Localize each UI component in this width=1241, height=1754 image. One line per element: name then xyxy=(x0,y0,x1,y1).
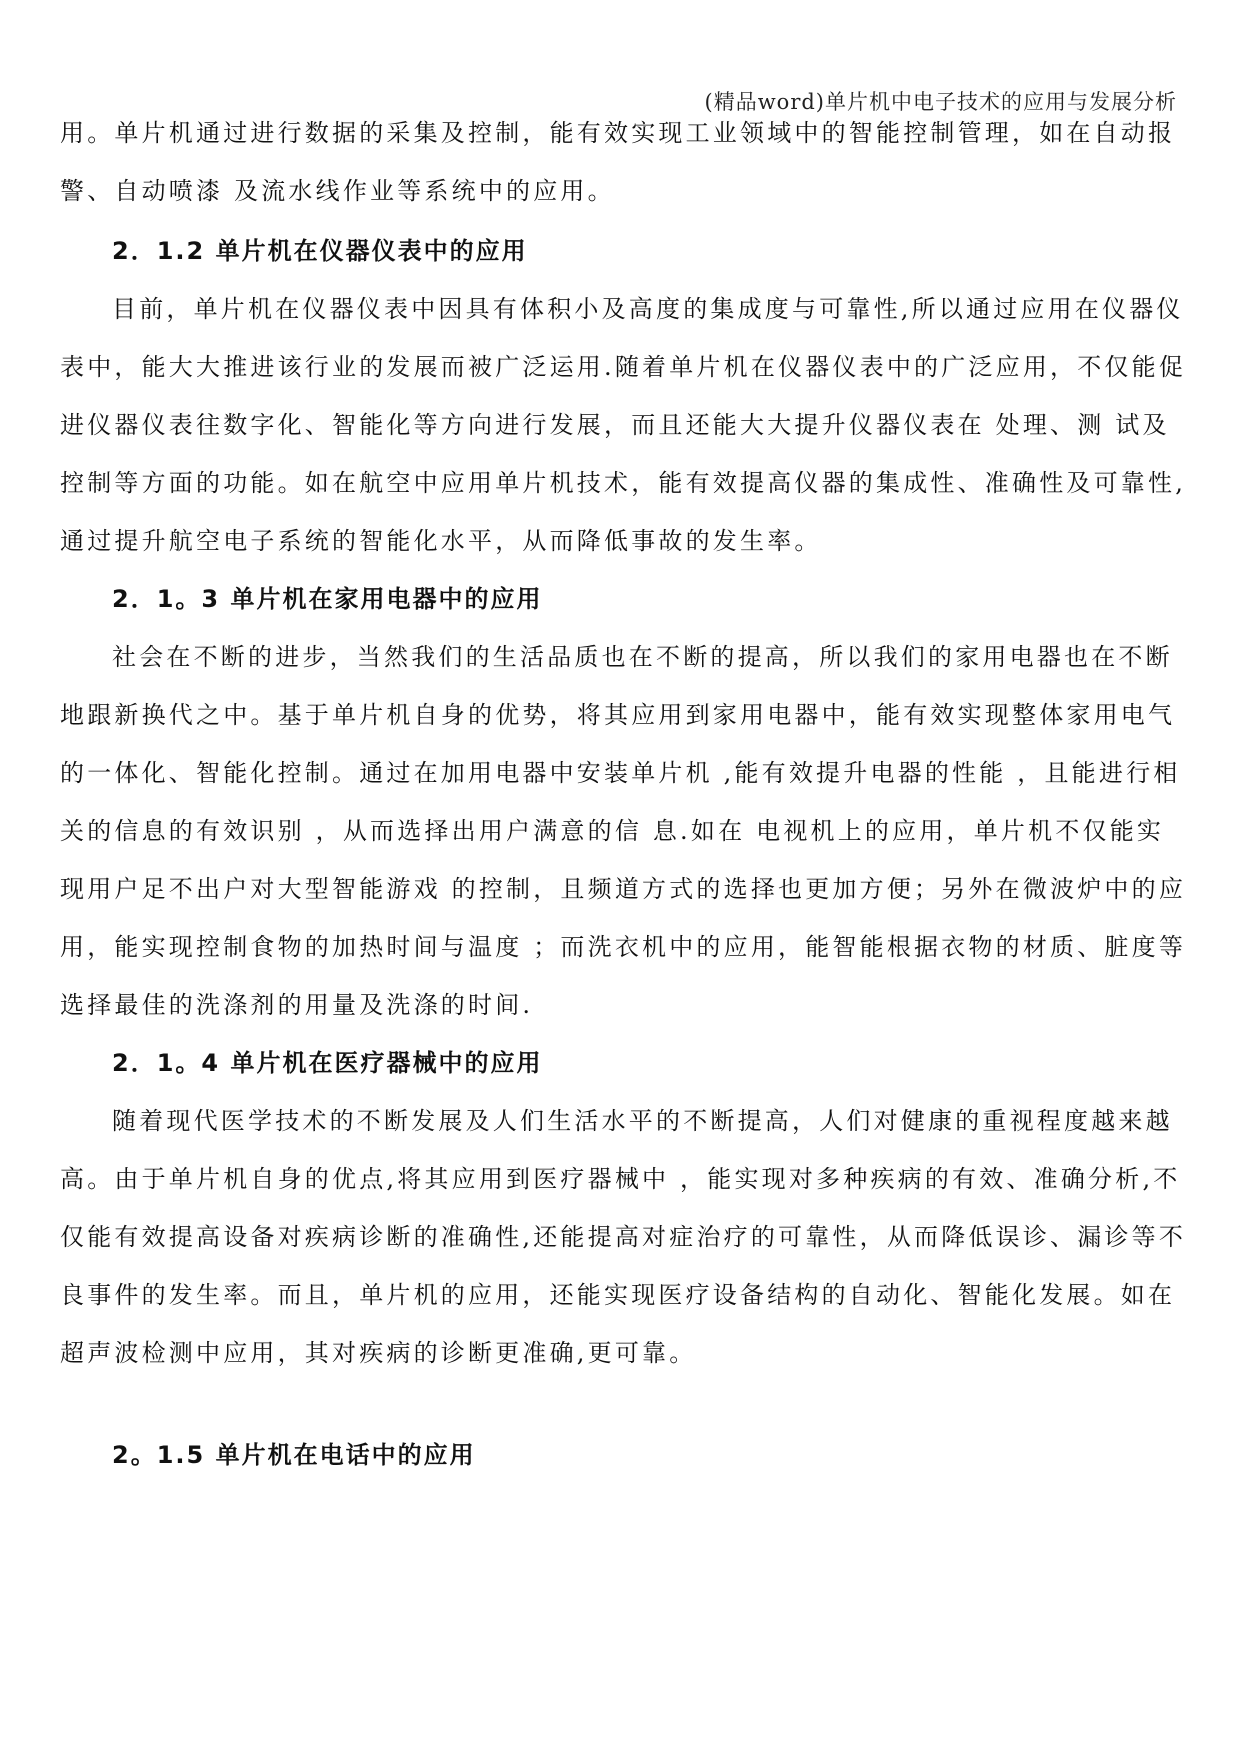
section-heading-2-1-4: 2．1。4 单片机在医疗器械中的应用 xyxy=(112,1049,543,1077)
body-line: 进仪器仪表往数字化、智能化等方向进行发展，而且还能大大提升仪器仪表在 处理、测 试及 xyxy=(60,411,1170,439)
body-line: 关的信息的有效识别 ，从而选择出用户满意的信 息.如在 电视机上的应用，单片机不仅能实 xyxy=(60,817,1165,845)
body-line: 表中，能大大推进该行业的发展而被广泛运用.随着单片机在仪器仪表中的广泛应用，不仅能促 xyxy=(60,353,1187,381)
body-line: 超声波检测中应用，其对疾病的诊断更准确,更可靠。 xyxy=(60,1339,697,1367)
body-line: 仅能有效提高设备对疾病诊断的准确性,还能提高对症治疗的可靠性，从而降低误诊、漏诊等不 xyxy=(60,1223,1187,1251)
body-line: 控制等方面的功能。如在航空中应用单片机技术，能有效提高仪器的集成性、准确性及可靠性, xyxy=(60,469,1187,497)
body-line: 选择最佳的洗涤剂的用量及洗涤的时间. xyxy=(60,991,534,1019)
body-line: 通过提升航空电子系统的智能化水平，从而降低事故的发生率。 xyxy=(60,527,822,555)
body-line: 社会在不断的进步，当然我们的生活品质也在不断的提高，所以我们的家用电器也在不断 xyxy=(112,643,1173,671)
body-line: 目前，单片机在仪器仪表中因具有体积小及高度的集成度与可靠性,所以通过应用在仪器仪 xyxy=(112,295,1184,323)
body-line: 用，能实现控制食物的加热时间与温度 ；而洗衣机中的应用，能智能根据衣物的材质、脏度等 xyxy=(60,933,1187,961)
section-heading-2-1-2: 2．1.2 单片机在仪器仪表中的应用 xyxy=(112,237,528,265)
body-line: 良事件的发生率。而且，单片机的应用，还能实现医疗设备结构的自动化、智能化发展。如在 xyxy=(60,1281,1176,1309)
body-line: 警、自动喷漆 及流水线作业等系统中的应用。 xyxy=(60,177,615,205)
section-heading-2-1-5: 2。1.5 单片机在电话中的应用 xyxy=(112,1441,476,1469)
page-header: (精品word)单片机中电子技术的应用与发展分析 xyxy=(704,90,1177,114)
section-heading-2-1-3: 2．1。3 单片机在家用电器中的应用 xyxy=(112,585,543,613)
body-line: 现用户足不出户对大型智能游戏 的控制，且频道方式的选择也更加方便；另外在微波炉中的应 xyxy=(60,875,1187,903)
body-line: 地跟新换代之中。基于单片机自身的优势，将其应用到家用电器中，能有效实现整体家用电气 xyxy=(60,701,1176,729)
body-line: 的一体化、智能化控制。通过在加用电器中安装单片机 ,能有效提升电器的性能 ，且能进行相 xyxy=(60,759,1181,787)
body-line: 随着现代医学技术的不断发展及人们生活水平的不断提高，人们对健康的重视程度越来越 xyxy=(112,1107,1173,1135)
body-line: 高。由于单片机自身的优点,将其应用到医疗器械中 ，能实现对多种疾病的有效、准确分析,不 xyxy=(60,1165,1181,1193)
body-line: 用。单片机通过进行数据的采集及控制，能有效实现工业领域中的智能控制管理，如在自动报 xyxy=(60,119,1176,147)
